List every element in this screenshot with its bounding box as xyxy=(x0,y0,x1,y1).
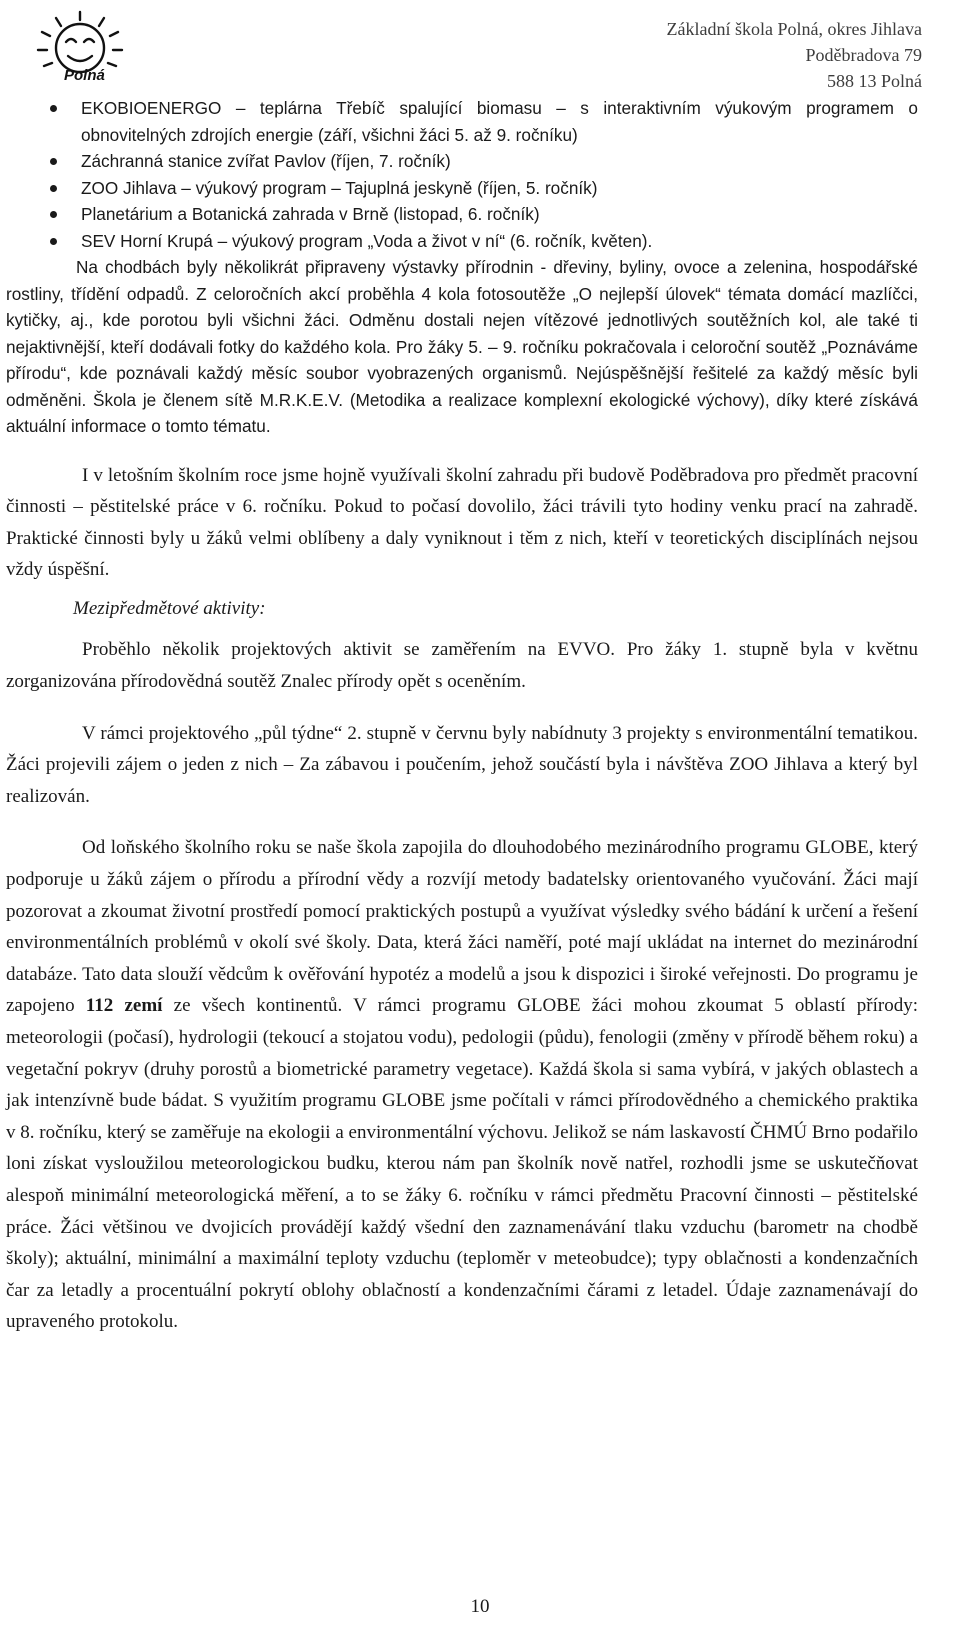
globe-paragraph xyxy=(6,832,918,1338)
list-item: ZOO Jihlava – výukový program – Tajuplná jeskyně (říjen, 5. ročník) xyxy=(6,175,918,202)
school-name: Základní škola Polná, okres Jihlava xyxy=(666,19,922,39)
list-item: EKOBIOENERGO – teplárna Třebíč spalující biomasu – s interaktivním výukovým programem o obnovitelných zdrojích energie (září, všichni žáci 5. až 9. ročníku) xyxy=(6,95,918,148)
document-body xyxy=(6,95,918,1338)
cross-subject-heading: Mezipředmětové aktivity: xyxy=(73,597,266,619)
list-item: Planetárium a Botanická zahrada v Brně (listopad, 6. ročník) xyxy=(6,201,918,228)
exhibitions-paragraph: Na chodbách byly několikrát připraveny výstavky přírodnin - dřeviny, byliny, ovoce a zelenina, hospodářské rostliny, třídění odpadů. Z celoročních akcí proběhla 4 kola fotosoutěže „O nejlepší úlovek“ témata domácí mazlíčci, kytičky, aj., kde porotou byli všichni žáci. Odměnu dostali nejen vítězové jednotlivých soutěžních kol, ale také ti nejaktivnější, kteří dodávali fotky do každého kola. Pro žáky 5. – 9. ročníku pokračovala i celoroční soutěž „Poznáváme přírodu“, kde poznávali každý měsíc soubor vyobrazených organismů. Nejúspěšnější řešitelé za každý měsíc byli odměněni. Škola je členem sítě M.R.K.E.V. (Metodika a realizace komplexní ekologické výchovy), díky které získává aktuální informace o tomto tématu. xyxy=(6,257,918,436)
school-street: Poděbradova 79 xyxy=(805,45,922,65)
garden-paragraph: I v letošním školním roce jsme hojně využívali školní zahradu při budově Poděbradova pro předmět pracovní činnosti – pěstitelské práce v 6. ročníku. Pokud to počasí dovolilo, žáci trávili tyto hodiny venku prací na zahradě. Praktické činnosti byly u žáků velmi oblíbeny a daly vyniknout i těm z nich, kteří v teoretických disciplínách nejsou vždy úspěšní. xyxy=(6,464,918,581)
excursion-list xyxy=(6,95,918,254)
halfweek-paragraph: V rámci projektového „půl týdne“ 2. stupně v červnu byly nabídnuty 3 projekty s environmentální tematikou. Žáci projevili zájem o jeden z nich – Za zábavou i poučením, jehož součástí byla i návštěva ZOO Jihlava a který byl realizován. xyxy=(6,722,918,807)
school-logo xyxy=(8,8,158,92)
logo-text: Polná xyxy=(64,67,105,84)
globe-text-end: ze všech kontinentů. V rámci programu GLOBE žáci mohou zkoumat 5 oblastí přírody: meteorologii (počasí), hydrologii (tekoucí a stojatou vodu), pedologii (půdu), fenologii (změny v přírodě během roku) a vegetační pokryv (druhy porostů a biometrické parametry vegetace). Každá škola si sama vybírá, v jakých oblastech a jak intenzívně bude bádat. S využitím programu GLOBE jsme počítali v rámci přírodovědného a chemického praktika v 8. ročníku, který se zaměřuje na ekologii a environmentální výchovu. Jelikož se nám laskavostí ČHMÚ Brno podařilo loni získat vysloužilou meteorologickou budku, kterou nám pan školník nově natřel, rozhodli jsme se uskutečňovat alespoň minimální meteorologická měření, a to se žáky 6. ročníku v rámci předmětu Pracovní činnosti – pěstitelské práce. Žáci většinou ve dvojicích provádějí každý všední den zaznamenávání tlaku vzduchu (barometr na chodbě školy); aktuální, minimální a maximální teploty vzduchu (teploměr v meteobudce); typy oblačnosti a kondenzačních čar za letadly a procentuální pokrytí oblohy oblačností a kondenzačními čárami z letadel. Údaje zaznamenávají do upraveného protokolu. xyxy=(6,995,918,1333)
school-address xyxy=(667,16,922,94)
page-number: 10 xyxy=(470,1596,490,1617)
school-city: 588 13 Polná xyxy=(826,71,922,91)
globe-countries-count: 112 zemí xyxy=(85,995,163,1017)
list-item: SEV Horní Krupá – výukový program „Voda a život v ní“ (6. ročník, květen). xyxy=(6,228,918,255)
projects-paragraph: Proběhlo několik projektových aktivit se zaměřením na EVVO. Pro žáky 1. stupně byla v květnu zorganizována přírodovědná soutěž Znalec přírody opět s oceněním. xyxy=(6,639,918,693)
globe-text-start: Od loňského školního roku se naše škola zapojila do dlouhodobého mezinárodního programu GLOBE, který podporuje u žáků zájem o přírodu a přírodní vědy a rozvíjí metody badatelsky orientovaného vyučování. Žáci mají pozorovat a zkoumat životní prostředí pomocí praktických postupů a využívat výsledky svého bádání k určení a řešení environmentálních problémů v okolí své školy. Data, která žáci naměří, poté mají ukládat na internet do mezinárodní databáze. Tato data slouží vědcům k ověřování hypotéz a modelů a jsou k dispozici i široké veřejnosti. Do programu je zapojeno xyxy=(6,837,918,1017)
list-item: Záchranná stanice zvířat Pavlov (říjen, 7. ročník) xyxy=(6,148,918,175)
